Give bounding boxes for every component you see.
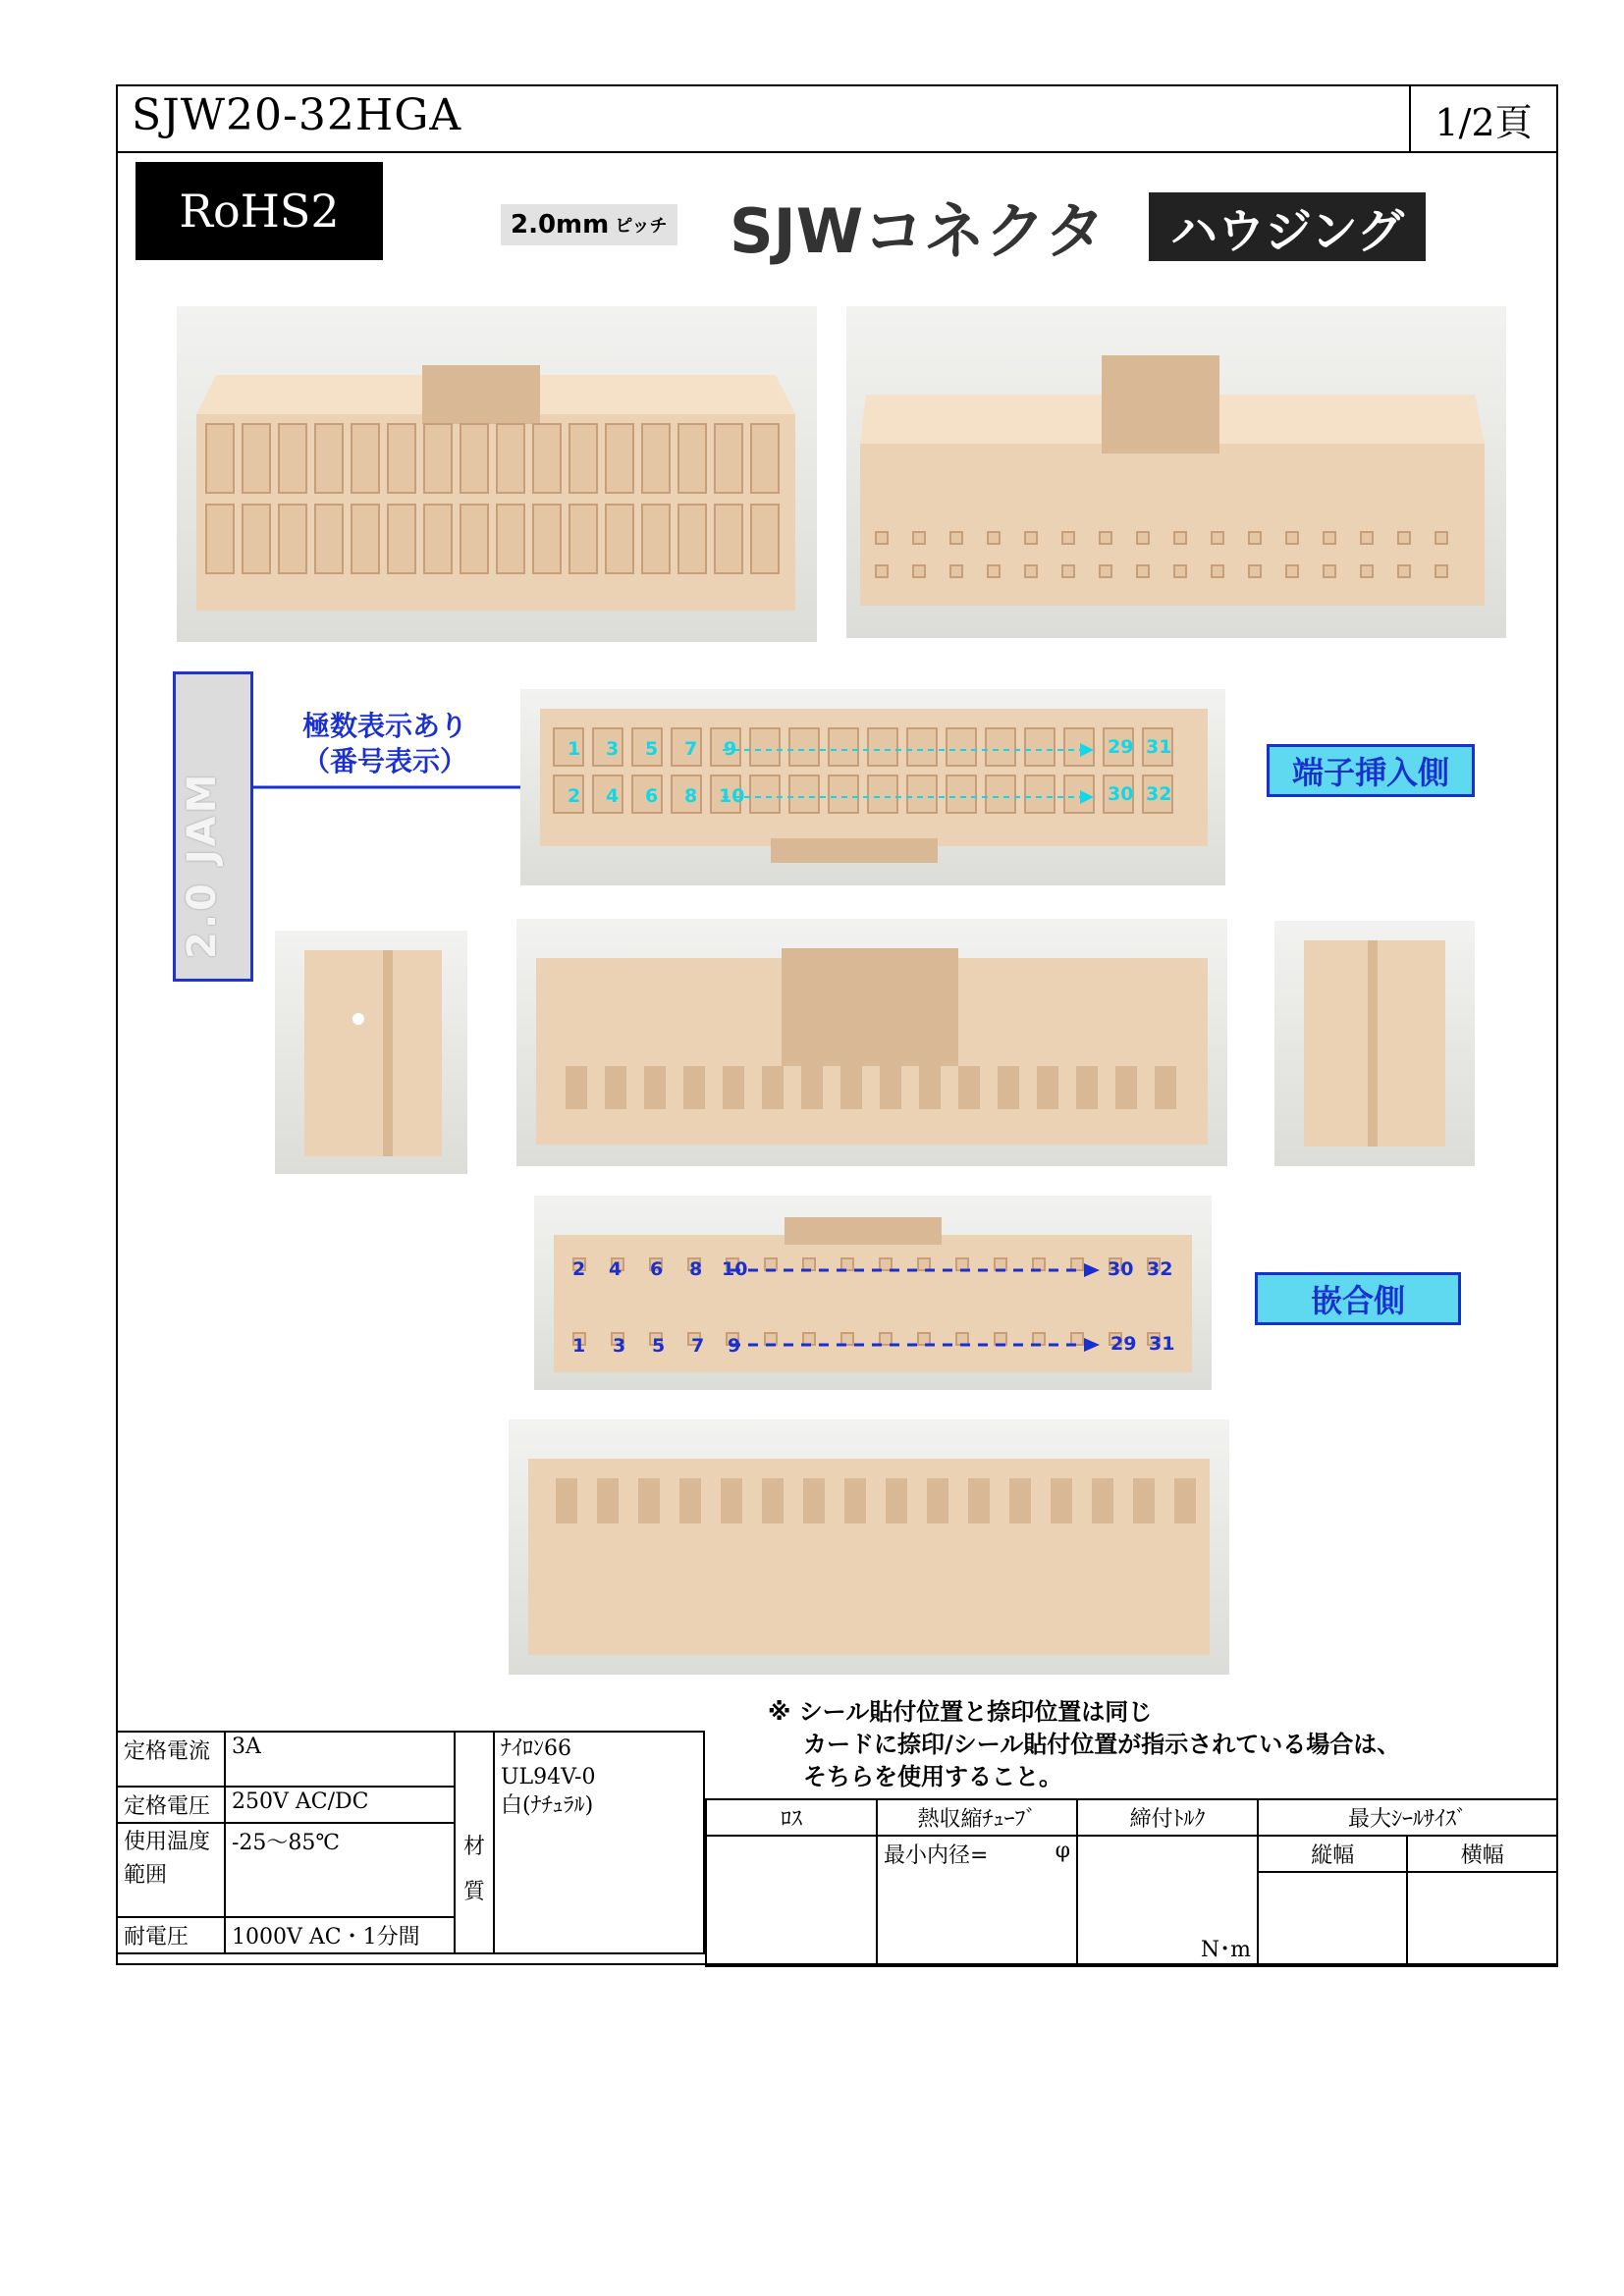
material-1: ﾅｲﾛﾝ66 (501, 1736, 571, 1761)
withstand-label: 耐電圧 (117, 1917, 225, 1953)
pin-label: 4 (606, 785, 620, 807)
tube-label: 熱収縮ﾁｭｰﾌﾞ (877, 1799, 1077, 1836)
torque-label: 締付ﾄﾙｸ (1077, 1799, 1258, 1836)
rated-voltage-value: 250V AC/DC (225, 1787, 455, 1823)
marking-text: 2.0 JAM (180, 771, 225, 959)
photo-right-end (1274, 921, 1475, 1166)
pin-label: 6 (645, 785, 659, 807)
seal-height-label: 縦幅 (1258, 1836, 1407, 1872)
part-number: SJW20-32HGA (132, 90, 462, 140)
pin-label: 2 (572, 1258, 586, 1280)
photo-rear-perspective (846, 306, 1506, 638)
pin-label: 32 (1147, 1258, 1173, 1280)
rated-current-label: 定格電流 (117, 1732, 225, 1787)
pin-label: 9 (728, 1335, 741, 1357)
pin-label: 29 (1110, 1333, 1137, 1355)
pin-label: 31 (1149, 1333, 1175, 1355)
photo-bottom-view (509, 1419, 1229, 1675)
pin-label: 6 (650, 1258, 664, 1280)
pin-label: 3 (606, 738, 620, 760)
pin-label: 2 (568, 785, 581, 807)
pin-label: 7 (691, 1335, 705, 1357)
mating-side-label: 嵌合側 (1255, 1272, 1461, 1325)
pin-label: 29 (1108, 736, 1134, 758)
seal-height-value (1258, 1872, 1407, 1966)
pin-label: 10 (719, 785, 745, 807)
connector-front-perspective-image (177, 306, 817, 642)
pitch-badge (501, 204, 677, 245)
left-end-image (275, 931, 467, 1174)
pin-label: 1 (572, 1335, 586, 1357)
pin-label: 5 (645, 738, 659, 760)
tube-value-cell (877, 1836, 1077, 1966)
material-cell (494, 1732, 704, 1953)
spec-table (116, 1731, 705, 1954)
rohs-badge: RoHS2 (135, 162, 383, 260)
withstand-value: 1000V AC・1分間 (225, 1917, 455, 1953)
insertion-side-label: 端子挿入側 (1267, 744, 1475, 797)
pin-label: 5 (652, 1335, 666, 1357)
process-table (705, 1798, 1558, 1967)
material-3: 白(ﾅﾁｭﾗﾙ) (501, 1793, 594, 1818)
temp-value: -25～85℃ (225, 1823, 455, 1917)
temp-label (117, 1823, 225, 1917)
pin-label: 31 (1146, 736, 1172, 758)
polarity-note (295, 709, 475, 779)
bottom-view-image (509, 1419, 1229, 1675)
category-badge: ハウジング (1149, 192, 1426, 261)
seal-position-note (768, 1696, 1400, 1793)
material-label-1: 材 (462, 1835, 485, 1859)
lot-value (706, 1836, 877, 1966)
pin-label: 3 (613, 1335, 626, 1357)
lot-label: ﾛｽ (706, 1799, 877, 1836)
material-label (455, 1823, 494, 1953)
photo-mating-side (534, 1196, 1212, 1390)
pitch-unit: ピッチ (615, 216, 668, 237)
pitch-value: 2.0mm (511, 210, 610, 240)
temp-label-1: 使用温度 (124, 1830, 211, 1854)
photo-top-view (516, 919, 1227, 1166)
mating-side-image (534, 1196, 1212, 1390)
pin-label: 8 (689, 1258, 703, 1280)
seal-width-label: 横幅 (1407, 1836, 1557, 1872)
connector-rear-perspective-image (846, 306, 1506, 638)
material-label-2: 質 (462, 1880, 485, 1904)
seal-label: 最大ｼｰﾙｻｲｽﾞ (1258, 1799, 1557, 1836)
product-title: SJWコネクタ (730, 195, 1106, 267)
pin-label: 1 (568, 738, 581, 760)
photo-front-perspective (177, 306, 817, 642)
right-end-image (1274, 921, 1475, 1166)
note-line-3: そちらを使用すること。 (803, 1763, 1062, 1790)
torque-value: N･m (1077, 1836, 1258, 1966)
pin-label: 8 (684, 785, 698, 807)
pin-label: 32 (1146, 783, 1172, 805)
rated-voltage-label: 定格電圧 (117, 1787, 225, 1823)
polarity-line-1: 極数表示あり (301, 710, 467, 742)
pin-label: 30 (1108, 783, 1134, 805)
polarity-arrow (253, 775, 548, 805)
tube-phi: φ (1055, 1839, 1070, 1863)
tube-value: 最小内径= (884, 1843, 989, 1868)
note-line-1: ※ シール貼付位置と捺印位置は同じ (768, 1698, 1153, 1726)
pin-label: 4 (609, 1258, 623, 1280)
note-line-2: カードに捺印/シール貼付位置が指示されている場合は、 (803, 1731, 1401, 1758)
pin-label: 30 (1108, 1258, 1134, 1280)
seal-width-value (1407, 1872, 1557, 1966)
top-view-image (516, 919, 1227, 1166)
spacer-cell (455, 1732, 494, 1823)
rated-current-value: 3A (225, 1732, 455, 1787)
material-2: UL94V-0 (501, 1765, 596, 1789)
title-block (118, 86, 1556, 153)
polarity-line-2: （番号表示） (301, 745, 467, 777)
page-number: 1/2頁 (1409, 86, 1556, 151)
photo-left-end (275, 931, 467, 1174)
pin-label: 9 (724, 738, 737, 760)
pin-label: 10 (722, 1258, 748, 1280)
marking-strip (173, 671, 253, 982)
temp-label-2: 範囲 (124, 1863, 168, 1888)
pin-label: 7 (684, 738, 698, 760)
